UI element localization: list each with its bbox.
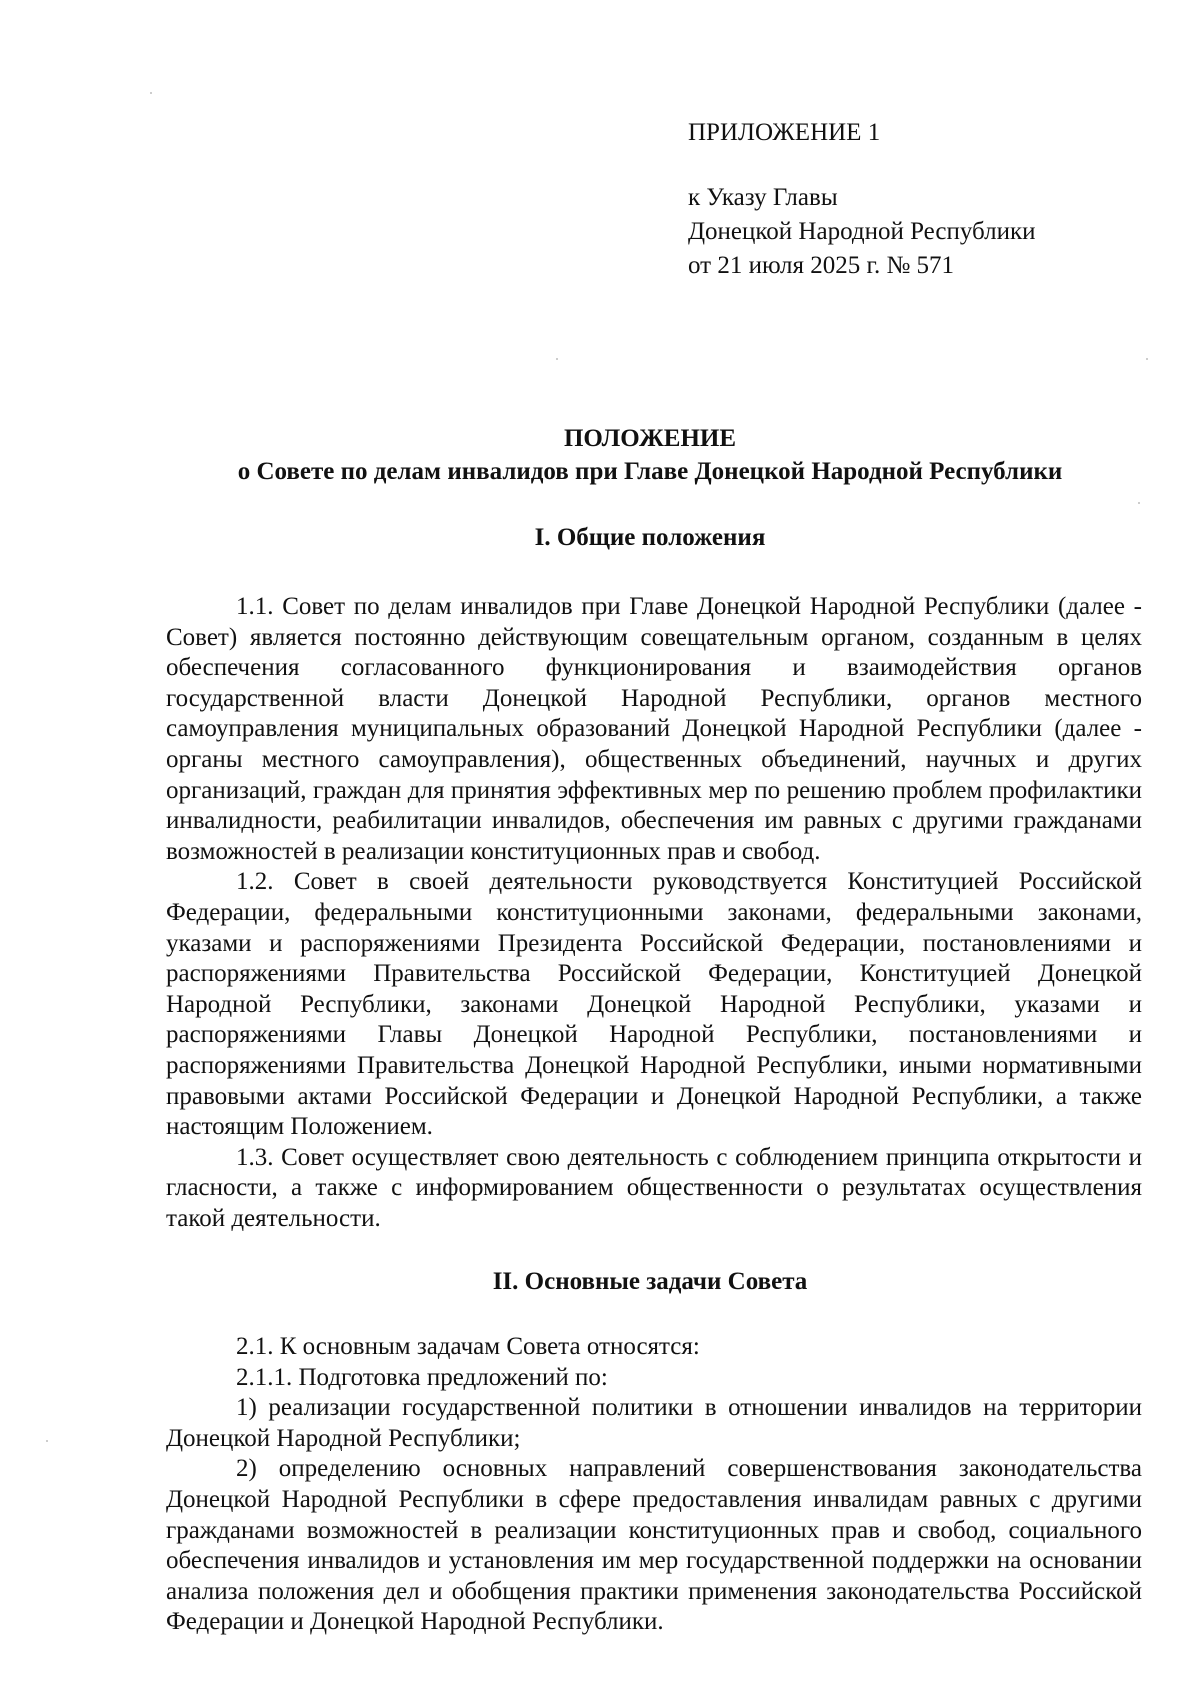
paragraph-2-1: 2.1. К основным задачам Совета относятся:: [236, 1333, 700, 1360]
paragraph-2-1-1: 2.1.1. Подготовка предложений по:: [236, 1363, 608, 1391]
appendix-line-3: от 21 июля 2025 г. № 571: [688, 252, 955, 279]
document-subtitle: о Совете по делам инвалидов при Главе Донецкой Народной Республики: [237, 458, 1063, 485]
scan-speck: [46, 1440, 48, 1442]
scan-speck: [556, 358, 558, 360]
scan-speck: [150, 92, 152, 94]
section-2-heading: II. Основные задачи Совета: [492, 1268, 808, 1295]
list-item-1: 1) реализации государственной политики в отношении инвалидов на территории Донецкой Народной Республики;: [166, 1394, 1142, 1452]
paragraph-1-2: 1.2. Совет в своей деятельности руководствуется Конституцией Российской Федерации, федеральными конституционными законами, федеральными законами, указами и распоряжениями Президента Российской Федерации, постановлениями и распоряжениями Правительства Российской Федерации, Конституцией Донецкой Народной Республики, законами Донецкой Народной Республики, указами и распоряжениями Главы Донецкой Народной Республики, постановлениями и распоряжениями Правительства Донецкой Народной Республики, иными нормативными правовыми актами Российской Федерации и Донецкой Народной Республики, а также настоящим Положением.: [166, 868, 1142, 1141]
appendix-title: ПРИЛОЖЕНИЕ 1: [688, 119, 881, 146]
appendix-line-1: к Указу Главы: [688, 184, 838, 211]
list-item-2: 2) определению основных направлений совершенствования законодательства Донецкой Народной Республики в сфере предоставления инвалидам равных с другими гражданами возможностей в реализации конституционных прав и свобод, социального обеспечения инвалидов и установления им мер государственной поддержки на основании анализа положения дел и обобщения практики применения законодательства Российской Федерации и Донецкой Народной Республики.: [166, 1455, 1142, 1636]
scan-speck: [1138, 502, 1140, 504]
scan-speck: [1146, 358, 1148, 360]
appendix-line-2: Донецкой Народной Республики: [688, 218, 1036, 245]
section-1-heading: I. Общие положения: [534, 524, 766, 551]
section-1-body: [166, 592, 1142, 1234]
document-title: ПОЛОЖЕНИЕ: [563, 425, 737, 452]
section-2-body: [166, 1332, 1142, 1638]
appendix-block: [688, 116, 1036, 283]
paragraph-1-3: 1.3. Совет осуществляет свою деятельность с соблюдением принципа открытости и гласности, а также с информированием общественности о результатах осуществления такой деятельности.: [166, 1143, 1142, 1232]
paragraph-1-1: 1.1. Совет по делам инвалидов при Главе Донецкой Народной Республики (далее - Совет) является постоянно действующим совещательным органом, созданным в целях обеспечения согласованного функционирования и взаимодействия органов государственной власти Донецкой Народной Республики, органов местного самоуправления муниципальных образований Донецкой Народной Республики (далее - органы местного самоуправления), общественных объединений, научных и других организаций, граждан для принятия эффективных мер по решению проблем профилактики инвалидности, реабилитации инвалидов, обеспечения им равных с другими гражданами возможностей в реализации конституционных прав и свобод.: [166, 593, 1142, 865]
